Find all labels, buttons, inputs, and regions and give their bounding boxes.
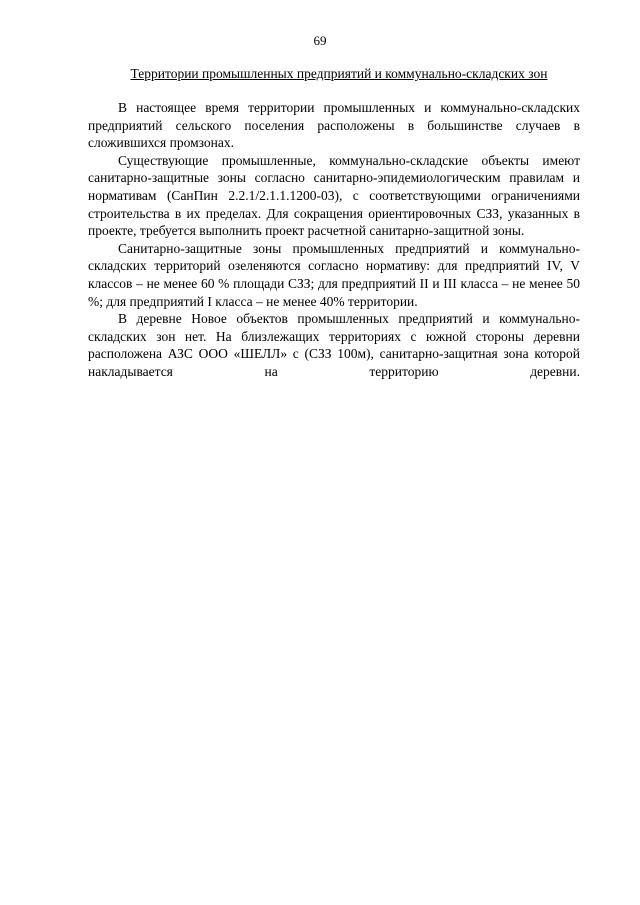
- paragraph-landscaping-norms: Санитарно-защитные зоны промышленных предприятий и коммунально-складских территорий озеленяются согласно нормативу: для предприятий IV, V классов – не менее 60 % площади СЗЗ; для предприятий II и III класса – не менее 50 %; для предприятий I класса – не менее 40% территории.: [88, 240, 580, 309]
- page-number: 69: [313, 33, 327, 48]
- paragraph-current-location: В настоящее время территории промышленных и коммунально-складских предприятий сельского поселения расположены в большинстве случаев в сложившихся промзонах.: [88, 100, 580, 151]
- paragraph-sanitary-zones: Существующие промышленные, коммунально-складские объекты имеют санитарно-защитные зоны согласно санитарно-эпидемиологическим правилам и нормативам (СанПин 2.2.1/2.1.1.1200-03), с соответствующими ограничениями строительства в их пределах. Для сокращения ориентировочных СЗЗ, указанных в проекте, требуется выполнить проект расчетной санитарно-защитной зоны.: [88, 152, 580, 239]
- section-title: Территории промышленных предприятий и коммунально-складских зон: [130, 66, 548, 81]
- paragraph-village-novoe: В деревне Новое объектов промышленных предприятий и коммунально-складских зон нет. На близлежащих территориях с южной стороны деревни расположена АЗС ООО «ШЕЛЛ» с (СЗЗ 100м), санитарно-защитная зона которой накладывается на территорию деревни.: [88, 311, 580, 379]
- body-text: [88, 99, 580, 381]
